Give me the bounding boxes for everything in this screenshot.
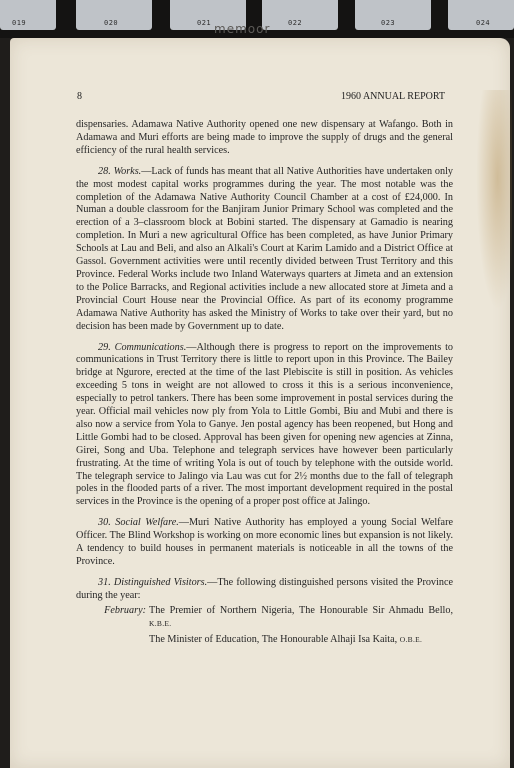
body-text	[76, 119, 453, 646]
section-heading: 28. Works.	[98, 165, 142, 177]
frame-number: 019	[12, 19, 27, 27]
film-frame	[0, 0, 56, 30]
frame-number: 022	[288, 19, 303, 27]
section-text: —Although there is progress to report on the improvements to communications in Trust Territory there is little to report upon in this Province. The Bailey bridge at Ngurore, erected at the time of the last Plebiscite is still in position. As vehicles exceeding 5 tons in weight are not allowed to cross it this is a serious inconvenience, especially to petrol tankers. There has been some improvement in postal services during the year. Official mail vehicles now ply from Yola to Little Gombi, Biu and Mubi and there is also now a service from Yola to Ganye. Jen postal agency has been reopened, but Hong and Little Gombi had to be closed. Approval has been given for opening new agencies at Zinna, Girei, Song and Uba. Telephone and telegraph services have however been particularly frustrating. At the time of writing Yola is out of touch by telephone with the outside world. The telegraph service to Jalingo via Lau was cut for 2½ months due to the fall of telegraph poles in the flooded parts of a river. The most important development required in the postal services in the Province is the opening of a proper post office at Jalingo.	[76, 341, 453, 508]
page-number: 8	[77, 91, 82, 102]
visitor-entry	[76, 605, 453, 631]
visitor-name	[149, 605, 453, 631]
visitor-text: The Minister of Education, The Honourable Alhaji Isa Kaita,	[149, 633, 398, 645]
frame-number: 024	[476, 19, 491, 27]
section-text: —Muri Native Authority has employed a young Social Welfare Officer. The Blind Workshop is working on more economic lines but expansion is not likely. A tendency to build houses in permanent materials is noticeable in all the towns of the Province.	[76, 517, 453, 567]
section-text: —The following distinguished persons visited the Province during the year:	[76, 576, 453, 601]
paragraph-28	[76, 166, 453, 334]
paragraph-30	[76, 517, 453, 569]
honour-abbrev: O.B.E.	[399, 634, 423, 644]
paper-stain	[476, 90, 512, 310]
paragraph-intro: dispensaries. Adamawa Native Authority opened one new dispensary at Wafango. Both in Adamawa and Muri efforts are being made to improve the supply of drugs and the general efficiency of the rural health services.	[76, 119, 453, 156]
section-heading: 31. Distinguished Visitors.	[98, 576, 208, 588]
visit-month-blank	[76, 634, 149, 647]
film-strip	[0, 0, 514, 38]
section-heading: 29. Communications.	[98, 341, 187, 353]
paragraph-31	[76, 577, 453, 603]
visitor-name	[149, 634, 453, 647]
running-header: 1960 ANNUAL REPORT	[341, 91, 446, 102]
visitor-entry	[76, 634, 453, 647]
honour-abbrev: K.B.E.	[149, 618, 172, 628]
frame-number: 020	[104, 19, 119, 27]
paragraph-29	[76, 342, 453, 510]
frame-number: 021	[197, 19, 212, 27]
visit-month: February:	[104, 604, 146, 616]
visitor-text: The Premier of Northern Nigeria, The Honourable Sir Ahmadu Bello,	[149, 604, 453, 616]
watermark: memoor	[214, 22, 271, 36]
section-text: —Lack of funds has meant that all Native Authorities have undertaken only the most modest capital works programmes during the year. The most notable was the completion of the Adamawa Native Authority Council Chamber at a cost of £24,000. In Numan a double classroom for the Banjiram Junior Primary School was completed and the erection of a 3–classroom block at Bobini started. The dispensary at Gamadio is nearing completion. In Muri a new agricultural Office has been completed, as have Junior Primary Schools at Lau and Beli, and also an Alkali's Court at Karim Lamido and a District Office at Gassol. Government activities were until recently divided between Trust Territory and this Province. Federal Works include two Inland Waterways quarters at Jimeta and an extension to the Police Barracks, and Regional activities include a new allocated store at Jimeta and a Provincial Court House near the Provincial Office. As part of its economy programme Adamawa Native Authority has asked the Ministry of Works to take over their yard, but no decision has been made by Government up to date.	[76, 165, 453, 332]
section-heading: 30. Social Welfare.	[98, 517, 179, 529]
frame-number: 023	[381, 19, 396, 27]
